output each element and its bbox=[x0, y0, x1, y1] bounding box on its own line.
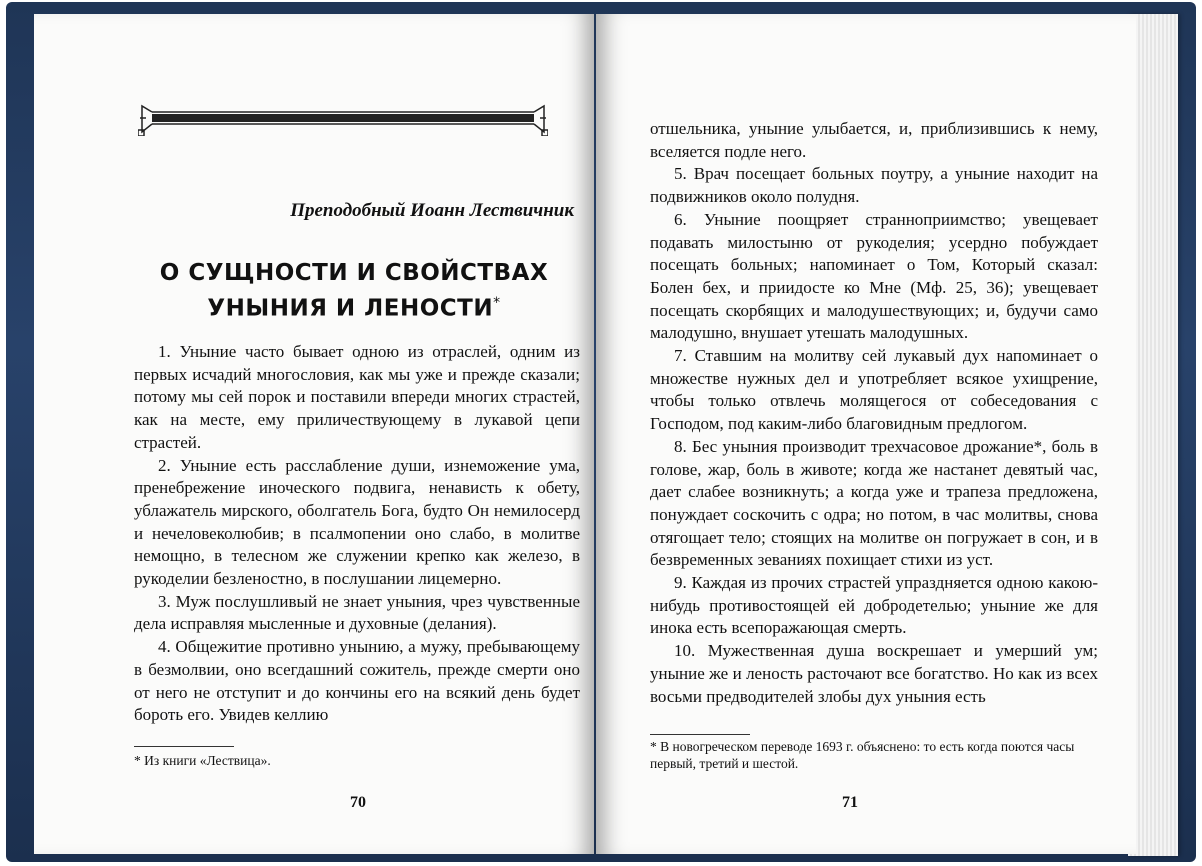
footnote-rule bbox=[650, 734, 750, 735]
footnote: * Из книги «Лествица». bbox=[134, 753, 271, 768]
right-body-text bbox=[650, 118, 1098, 708]
left-body-text bbox=[134, 341, 580, 727]
paragraph: 4. Общежитие противно унынию, а мужу, пребывающему в безмолвии, оно всегдашний сожитель, прежде смерти оно от него не отступит и до кончины его на всякий день будет бороть его. Увидев келлию bbox=[134, 637, 580, 725]
paragraph: 1. Уныние часто бывает одною из отраслей, одним из первых исчадий многословия, как мы уже и прежде сказали; потому мы сей порок и поставили впереди многих страстей, как на месте, ему приличествующему в лукавой цепи страстей. bbox=[134, 342, 580, 452]
footnote: * В новогреческом переводе 1693 г. объяснено: то есть когда поются часы первый, третий и шестой. bbox=[650, 739, 1075, 771]
paragraph: 7. Ставшим на молитву сей лукавый дух напоминает о множестве нужных дел и употребляет всякое ухищрение, чтобы только отвлечь молящегося от собеседования с Господом, под каким-либо благовидным предлогом. bbox=[650, 346, 1098, 434]
heading-line-2-text: УНЫНИЯ И ЛЕНОСТИ bbox=[207, 295, 494, 322]
right-page bbox=[596, 14, 1136, 854]
paragraph: 3. Муж послушливый не знает уныния, чрез чувственные дела исправляя мысленные и духовные (делания). bbox=[134, 591, 580, 634]
heading-line-2 bbox=[134, 288, 574, 324]
paragraph: 10. Мужественная душа воскрешает и умерший ум; уныние же и леность расточают все богатство. Но как из всех восьми предводителей злобы дух уныния есть bbox=[650, 641, 1098, 706]
paragraph: 6. Уныние поощряет странноприимство; увещевает подавать милостыню от рукоделия; усердно побуждает посещать больных; напоминает о Том, Который сказал: Болен бех, и приидосте ко Мне (Мф. 25, 36); увещевает посещать скорбящих и малодушествующих; и, будучи само малодушно, внушает утешать малодушных. bbox=[650, 209, 1098, 343]
paragraph: 5. Врач посещает больных поутру, а уныние находит на подвижников около полудня. bbox=[650, 164, 1098, 207]
paragraph: 9. Каждая из прочих страстей упраздняется одною какою-нибудь противостоящей ей добродетелью; уныние же для инока есть всепоражающая смерть. bbox=[650, 573, 1098, 638]
heading-line-1: О СУЩНОСТИ И СВОЙСТВАХ bbox=[159, 260, 549, 286]
heading-footnote-mark: * bbox=[493, 295, 501, 311]
left-page bbox=[34, 14, 594, 854]
paragraph: отшельника, уныние улыбается, и, приблизившись к нему, вселяется подле него. bbox=[650, 119, 1098, 161]
chapter-heading bbox=[134, 258, 574, 324]
header-ornament bbox=[138, 102, 548, 136]
page-number: 71 bbox=[842, 794, 858, 811]
footnote-rule bbox=[134, 746, 234, 747]
paragraph: 2. Уныние есть расслабление души, изнеможение ума, пренебрежение иноческого подвига, ненависть к обету, ублажатель мирского, оболгатель Бога, будто Он немилосерд и нечеловеколюбив; в псалмопении оно слабо, в молитве немощно, в телесном же служении крепко как железо, в рукоделии безленостно, в послушании лицемерно. bbox=[134, 455, 580, 589]
paragraph: 8. Бес уныния производит трехчасовое дрожание*, боль в голове, жар, боль в животе; когда же настанет девятый час, дает слабее возникнуть; а когда уже и трапеза предложена, понуждает соскочить с одра; но потом, в час молитвы, снова отягощает тело; стоящих на молитве он погружает в сон, и в безвременных зеваниях похищает стихи из уст. bbox=[650, 436, 1098, 570]
page-number: 70 bbox=[350, 794, 366, 811]
author-name: Преподобный Иоанн Лествичник bbox=[290, 200, 574, 221]
